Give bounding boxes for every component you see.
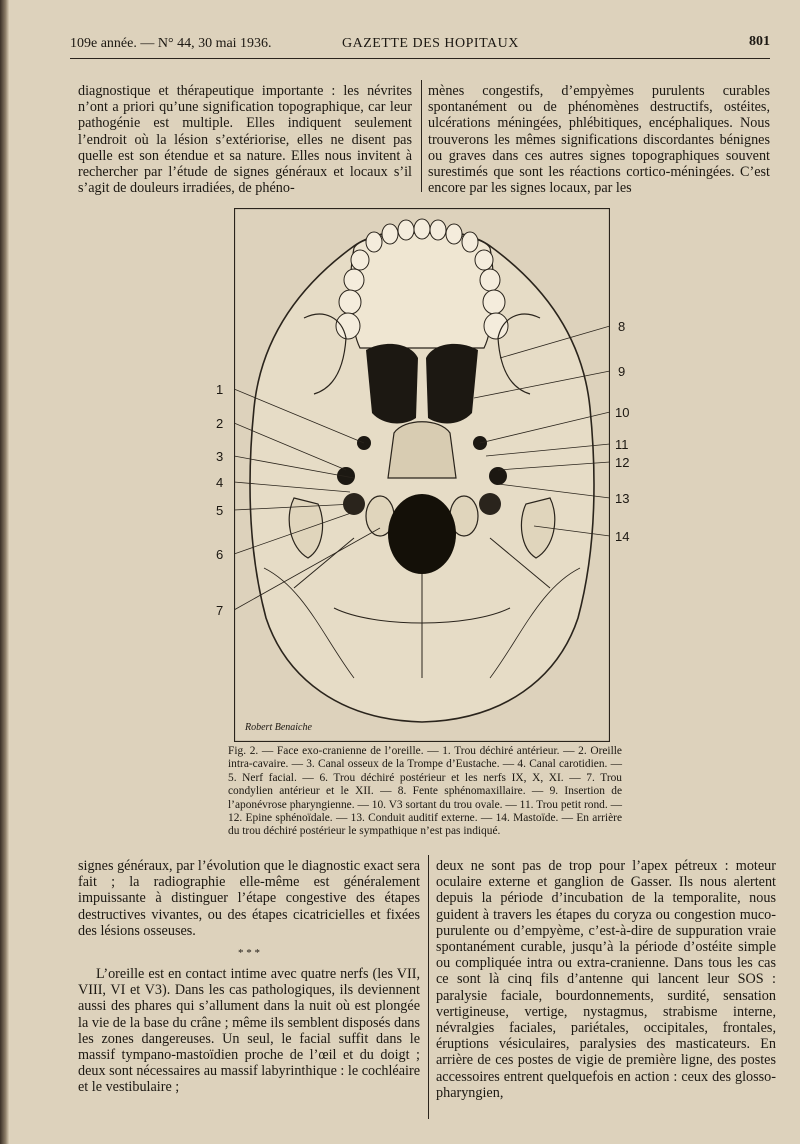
column-rule-top [421, 80, 422, 192]
figure-caption: Fig. 2. — Face exo-cranienne de l’oreille. — 1. Trou déchiré antérieur. — 2. Oreille intra-cavaire. — 3. Canal osseux de la Trompe d’Eustache. — 4. Canal carotidien. — 5. Nerf facial. — 6. Trou déchiré postérieur et les nerfs IX, X, XI. — 7. Trou condylien antérieur et le XII. — 8. Fente sphénomaxillaire. — 9. Insertion de l’aponévrose pharyngienne. — 10. V3 sortant du trou ovale. — 11. Trou petit rond. — 12. Epine sphénoïdale. — 13. Conduit auditif externe. — 14. Mastoïde. — En arrière du trou déchiré postérieur le sympathique n’est pas indiqué. [228, 745, 622, 838]
figure-label-2: 2 [216, 416, 224, 431]
figure-label-5: 5 [216, 503, 224, 518]
figure-label-14: 14 [615, 529, 630, 544]
bottom-left-paragraph-2: L’oreille est en contact intime avec quatre nerfs (les VII, VIII, VI et V3). Dans les cas pathologiques, ils deviennent aussi des phares qui s’allument dans la nuit où est plongée la vie de la base du crâne ; même ils semblent disposés dans les zones dangereuses. Un seul, le facial suffit dans le massif tympano-mastoïdien proche de l’œil et du doigt ; deux sont nécessaires au massif labyrinthique : le cochléaire et le vestibulaire ; [78, 966, 420, 1096]
figure-label-10: 10 [615, 405, 630, 420]
bottom-right-paragraph: deux ne sont pas de trop pour l’apex pétreux : moteur oculaire externe et ganglion de Gasser. Ils nous alertent depuis la période d’incubation de la temporalite, nous guident à travers les étapes du coryza ou congestion muco-purulente ou d’empyème, c’est-à-dire de suppuration vraie spontanément curable, jusqu’à la période d’ostéite simple ou compliquée intra ou extra-cranienne. Dans tous les cas ce sont là cinq fils d’antenne qui lancent leur SOS : paralysie faciale, bourdonnements, surdité, sensation vertigineuse, vertige, nystagmus, strabisme interne, névralgies faciales, pariétales, occipitales, frontales, éruptions vésiculaires, paralysies des masticateurs. En arrière de ces postes de vigie de première ligne, des postes accessoires entrent quelquefois en action : ceux des glosso-pharyngien, [436, 858, 776, 1101]
skull-base-figure [234, 208, 610, 742]
page-binding-edge [0, 0, 9, 1144]
figure-label-7: 7 [216, 603, 224, 618]
bottom-left-column [78, 858, 420, 1096]
bottom-left-paragraph-1: signes généraux, par l’évolution que le diagnostic exact sera fait ; la radiographie elle-même est généralement impuissante à distinguer l’étape congestive des étapes destructives vivantes, ou des étapes cicatricielles et fixées des lésions osseuses. [78, 858, 420, 939]
header-rule [70, 58, 770, 59]
top-right-column [428, 83, 770, 196]
bottom-right-column [436, 858, 776, 1101]
illustrator-signature: Robert Benaiche [245, 722, 312, 733]
top-left-paragraph: diagnostique et thérapeutique importante : les névrites n’ont a priori qu’une signification topographique, car leur pathogénie est multiple. Elles indiquent seulement l’endroit où la lésion s’extériorise, elles ne disent pas quelle est son étendue et sa nature. Elles nous invitent à rechercher par l’étude de signes généraux et locaux s’il s’agit de douleurs irradiées, de phéno- [78, 83, 412, 197]
figure-label-4: 4 [216, 475, 224, 490]
figure-label-12: 12 [615, 455, 630, 470]
top-left-column [78, 83, 412, 196]
page-number: 801 [749, 34, 770, 49]
issue-info: 109e année. — N° 44, 30 mai 1936. [70, 36, 272, 51]
figure-label-8: 8 [618, 319, 626, 334]
skull-base-drawing [234, 208, 610, 742]
figure-label-6: 6 [216, 547, 224, 562]
figure-label-13: 13 [615, 491, 630, 506]
section-separator: * * * [238, 947, 260, 960]
journal-title: GAZETTE DES HOPITAUX [342, 36, 519, 51]
running-header [70, 36, 770, 58]
figure-label-9: 9 [618, 364, 626, 379]
figure-label-3: 3 [216, 449, 224, 464]
column-rule-bottom [428, 855, 429, 1119]
figure-label-1: 1 [216, 382, 224, 397]
figure-label-11: 11 [615, 437, 629, 452]
top-right-paragraph: mènes congestifs, d’empyèmes purulents curables spontanément ou de phénomènes destructifs, ostéites, ulcérations méningées, phlébitiques, encéphaliques. Nous trouverons les mêmes significations discordantes bénignes ou graves dans ces autres signes topographiques souvent surestimés que sont les réactions cortico-méningées. C’est encore par les signes locaux, par les [428, 83, 770, 197]
